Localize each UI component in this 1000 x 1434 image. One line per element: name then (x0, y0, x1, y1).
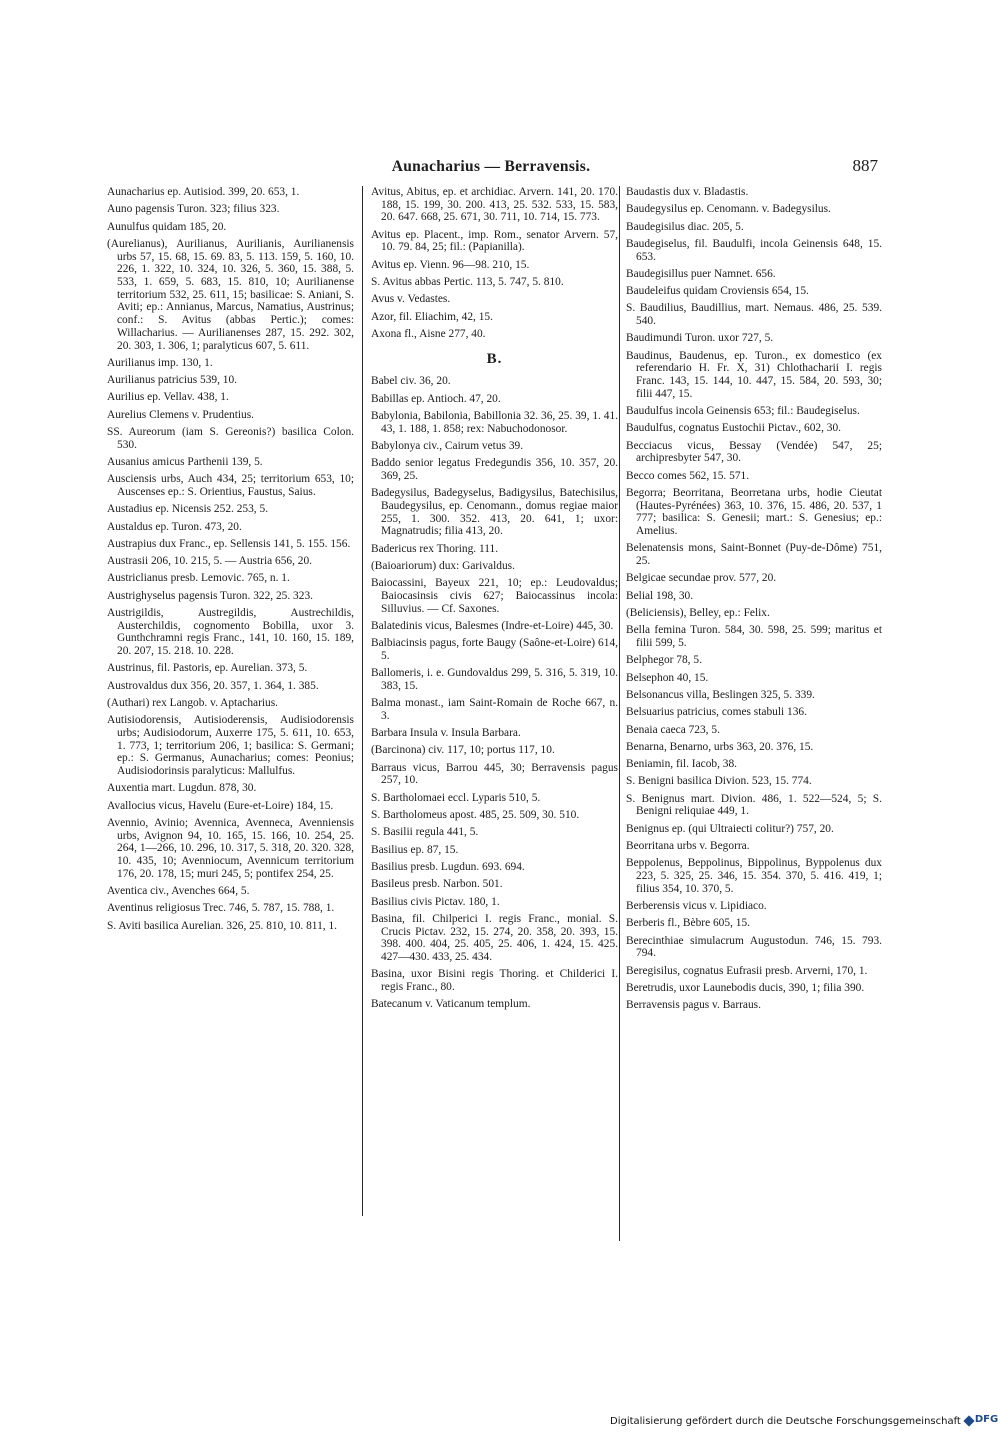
index-entry: Aurelius Clemens v. Prudentius. (107, 408, 255, 421)
index-entry: Austrigildis, Austregildis, Austrechildis, Austerchildis, cognomento Bobilla, uxor 3. Gunthchramni regis Franc., 141, 10. 160, 15. 189, 20. 207, 15. 218. 10. 228. (107, 607, 354, 658)
index-entry: S. Avitus abbas Pertic. 113, 5. 747, 5. 810. (371, 276, 564, 288)
index-entry: Belsephon 40, 15. (626, 671, 709, 684)
dfg-logo-icon (965, 1414, 999, 1428)
index-entry: Baudegysilus ep. Cenomann. v. Badegysilus. (626, 203, 831, 216)
index-entry: Benignus ep. (qui Ultraiecti colitur?) 757, 20. (626, 822, 834, 835)
dfg-logo-text: DFG (974, 1414, 999, 1425)
index-entry: (Beliciensis), Belley, ep.: Felix. (626, 607, 770, 620)
index-entry: Babel civ. 36, 20. (371, 375, 451, 388)
index-entry: Barraus vicus, Barrou 445, 30; Berravensis pagus 257, 10. (371, 761, 618, 787)
index-entry: Balbiacinsis pagus, forte Baugy (Saône-et-Loire) 614, 5. (371, 637, 618, 662)
section-letter: B. (486, 350, 503, 367)
index-entry: Balatedinis vicus, Balesmes (Indre-et-Loire) 445, 30. (371, 619, 614, 632)
index-entry: Azor, fil. Eliachim, 42, 15. (371, 310, 493, 323)
index-entry: Ballomeris, i. e. Gundovaldus 299, 5. 316, 5. 319, 10. 383, 15. (371, 667, 618, 692)
index-entry: Badegysilus, Badegyselus, Badigysilus, Batechisilus, Baudegysilus, ep. Cenomann., domus regiae maior 255, 1. 300. 352. 413, 20. 641, 1; uxor: Magnatrudis; filia 413, 20. (371, 487, 618, 538)
index-entry: Avallocius vicus, Havelu (Eure-et-Loire) 184, 15. (107, 799, 334, 812)
index-entry: Berberis fl., Bèbre 605, 15. (626, 917, 751, 930)
index-entry: S. Baudilius, Baudillius, mart. Nemaus. 486, 25. 539. 540. (626, 302, 882, 328)
index-entry: Austrinus, fil. Pastoris, ep. Aurelian. 373, 5. (107, 662, 308, 675)
index-entry: Belgicae secundae prov. 577, 20. (626, 572, 777, 585)
index-entry: Benaia caeca 723, 5. (626, 723, 720, 736)
index-entry: Basina, fil. Chilperici I. regis Franc., monial. S. Crucis Pictav. 232, 15. 274, 20. 358, 20. 393, 15. 398. 400. 404, 25. 405, 25. 406, 1. 424, 15. 425. 427—430. 433, 25. 434. (371, 912, 618, 963)
index-entry: Aurilianus imp. 130, 1. (107, 356, 213, 369)
index-entry: Baudeleifus quidam Croviensis 654, 15. (626, 285, 809, 298)
index-columns (107, 186, 882, 1236)
index-entry: (Aurelianus), Aurilianus, Aurilianis, Aurilianensis urbs 57, 15. 68, 15. 69. 83, 5. 113. 159, 5. 160, 10. 226, 1. 322, 10. 324, 10. 326, 5. 360, 15. 388, 5. 533, 1. 659, 5. 683, 15. 810, 10; Aurilianense territorium 532, 25. 611, 15; basilicae: S. Aniani, S. Aviti; ep.: Annianus, Marcus, Namatius, Austrinus; conf.: S. Avitus (abbas Pertic.); comes: Willacharius. — Aurilianenses 287, 15. 292. 302, 20. 303, 1. 306, 1; paralyticus 607, 5. 611. (107, 237, 354, 352)
index-entry: Basilius ep. 87, 15. (371, 843, 459, 856)
index-entry: Berravensis pagus v. Barraus. (626, 999, 761, 1012)
index-entry: Basina, uxor Bisini regis Thoring. et Childerici I. regis Franc., 80. (371, 968, 618, 993)
index-entry: Batecanum v. Vaticanum templum. (371, 998, 531, 1011)
index-entry: Baudimundi Turon. uxor 727, 5. (626, 332, 774, 345)
index-entry: Austrovaldus dux 356, 20. 357, 1. 364, 1. 385. (107, 679, 319, 692)
index-entry: Becco comes 562, 15. 571. (626, 469, 750, 482)
index-entry: Ausanius amicus Parthenii 139, 5. (107, 456, 263, 468)
index-entry: Berberensis vicus v. Lipidiaco. (626, 900, 767, 913)
index-entry: Benarna, Benarno, urbs 363, 20. 376, 15. (626, 740, 814, 753)
index-entry: S. Benignus mart. Divion. 486, 1. 522—524, 5; S. Benigni reliquiae 449, 1. (626, 792, 882, 818)
index-entry: Belsuarius patricius, comes stabuli 136. (626, 706, 807, 719)
index-entry: Baudegiselus, fil. Baudulfi, incola Geinensis 648, 15. 653. (626, 237, 882, 263)
page-number: 887 (852, 156, 878, 175)
index-entry: Begorra; Beorritana, Beorretana urbs, hodie Cieutat (Hautes-Pyrénées) 363, 10. 376, 15. 486, 20. 537, 1 777; basilica: S. Genesii; mart.: S. Genesius; ep.: Amelius. (626, 487, 882, 538)
digitization-credit (610, 1414, 999, 1428)
index-entry: Beniamin, fil. Iacob, 38. (626, 758, 738, 771)
index-entry: Belenatensis mons, Saint-Bonnet (Puy-de-Dôme) 751, 25. (626, 542, 882, 568)
index-entry: Becciacus vicus, Bessay (Vendée) 547, 25; archipresbyter 547, 30. (626, 439, 882, 465)
index-entry: S. Aviti basilica Aurelian. 326, 25. 810, 10. 811, 1. (107, 919, 338, 932)
index-entry: Aventinus religiosus Trec. 746, 5. 787, 15. 788, 1. (107, 902, 335, 915)
index-entry: Balma monast., iam Saint-Romain de Roche 667, n. 3. (371, 697, 618, 722)
index-entry: Berecinthiae simulacrum Augustodun. 746, 15. 793. 794. (626, 934, 882, 960)
page-header (100, 158, 882, 180)
column-divider (619, 186, 620, 1241)
index-entry: Avennio, Avinio; Avennica, Avenneca, Avenniensis urbs, Avignon 94, 10. 165, 15. 166, 10. 254, 25. 264, 1—266, 10. 296, 10. 317, 5. 318, 20. 320. 328, 10. 435, 10; Avenniocum, Avennicum territorium 176, 20. 178, 15; muri 245, 5; pontifex 254, 25. (107, 817, 354, 880)
index-entry: Belphegor 78, 5. (626, 654, 702, 667)
index-entry: Babylonya civ., Cairum vetus 39. (371, 439, 524, 452)
index-entry: Babylonia, Babilonia, Babillonia 32. 36, 25. 39, 1. 41. 43, 1. 188, 1. 858; rex: Nabuchodonosor. (371, 409, 618, 435)
index-entry: Babillas ep. Antioch. 47, 20. (371, 392, 501, 405)
index-entry: Basilius presb. Lugdun. 693. 694. (371, 860, 525, 873)
index-entry: Austrapius dux Franc., ep. Sellensis 141, 5. 155. 156. (107, 537, 351, 550)
index-entry: Baudegisillus puer Namnet. 656. (626, 267, 776, 280)
index-entry: Aurilius ep. Vellav. 438, 1. (107, 391, 229, 404)
index-entry: Avitus ep. Placent., imp. Rom., senator Arvern. 57, 10. 79. 84, 25; fil.: (Papianilla). (371, 228, 618, 254)
index-entry: Bella femina Turon. 584, 30. 598, 25. 599; maritus et filii 599, 5. (626, 624, 882, 650)
index-entry: S. Basilii regula 441, 5. (371, 826, 479, 839)
index-entry: Avitus, Abitus, ep. et archidiac. Arvern. 141, 20. 170. 188, 15. 199, 30. 200. 413, 25. 532. 533, 15. 583, 20. 647. 668, 25. 671, 30. 711, 10. 714, 15. 773. (371, 186, 618, 224)
index-column-1 (107, 186, 354, 1236)
index-entry: Avus v. Vedastes. (371, 293, 451, 306)
index-entry: (Baioariorum) dux: Garivaldus. (371, 559, 515, 572)
index-entry: Basilius civis Pictav. 180, 1. (371, 895, 500, 908)
index-entry: Austaldus ep. Turon. 473, 20. (107, 520, 242, 533)
index-entry: Belial 198, 30. (626, 589, 694, 602)
index-entry: Aurilianus patricius 539, 10. (107, 374, 238, 387)
index-entry: Beorritana urbs v. Begorra. (626, 840, 750, 853)
index-column-3 (626, 186, 882, 1236)
index-entry: Baudinus, Baudenus, ep. Turon., ex domestico (ex referendario H. Fr. X, 31) Chlothacharii I. regis Franc. 143, 15. 144, 10. 447, 15. 584, 20. 593, 30; filii 447, 15. (626, 349, 882, 400)
index-entry: Aunulfus quidam 185, 20. (107, 220, 227, 233)
index-entry: Baiocassini, Bayeux 221, 10; ep.: Leudovaldus; Baiocasinsis civis 627; Baiocassinus incola: Silluvius. — Cf. Saxones. (371, 577, 618, 615)
index-entry: Austriclianus presb. Lemovic. 765, n. 1. (107, 572, 290, 585)
index-entry: SS. Aureorum (iam S. Gereonis?) basilica Colon. 530. (107, 426, 354, 451)
index-entry: (Authari) rex Langob. v. Aptacharius. (107, 697, 279, 710)
index-entry: Auno pagensis Turon. 323; filius 323. (107, 203, 280, 216)
index-entry: S. Bartholomeus apost. 485, 25. 509, 30. 510. (371, 809, 580, 822)
index-entry: S. Benigni basilica Divion. 523, 15. 774. (626, 775, 812, 788)
column-divider (362, 186, 363, 1216)
index-entry: Baudegisilus diac. 205, 5. (626, 220, 744, 233)
index-entry: Basileus presb. Narbon. 501. (371, 878, 503, 891)
index-entry: Beppolenus, Beppolinus, Bippolinus, Byppolenus dux 223, 5. 325, 25. 346, 15. 354. 370, 5. 416. 419, 1; filius 354, 10. 370, 5. (626, 857, 882, 895)
index-entry: Belsonancus villa, Beslingen 325, 5. 339. (626, 688, 815, 701)
running-title: Aunacharius — Berravensis. (391, 158, 591, 175)
index-column-2 (371, 186, 618, 1236)
index-entry: Baudulfus, cognatus Eustochii Pictav., 602, 30. (626, 422, 842, 435)
index-entry: Badericus rex Thoring. 111. (371, 542, 499, 555)
index-entry: (Barcinona) civ. 117, 10; portus 117, 10. (371, 744, 555, 757)
index-entry: Aunacharius ep. Autisiod. 399, 20. 653, 1. (107, 186, 300, 198)
index-entry: Barbara Insula v. Insula Barbara. (371, 727, 521, 740)
index-entry: Axona fl., Aisne 277, 40. (371, 327, 486, 340)
index-entry: Ausciensis urbs, Auch 434, 25; territorium 653, 10; Auscenses ep.: S. Orientius, Faustus, Saius. (107, 473, 354, 498)
index-entry: Austadius ep. Nicensis 252. 253, 5. (107, 503, 269, 516)
index-entry: Beretrudis, uxor Launebodis ducis, 390, 1; filia 390. (626, 981, 865, 994)
index-entry: Aventica civ., Avenches 664, 5. (107, 885, 250, 898)
index-entry: Avitus ep. Vienn. 96—98. 210, 15. (371, 258, 530, 271)
index-entry: Autisiodorensis, Autisioderensis, Audisiodorensis urbs; Audisiodorum, Auxerre 175, 5. 611, 10. 653, 1. 773, 1; territorium 206, 1; basilica: S. Germani; ep.: S. Germanus, Aunacharius; comes: Peonius; Audisiodorinsis paralyticus: Mallulfus. (107, 714, 354, 778)
index-entry: Beregisilus, cognatus Eufrasii presb. Arverni, 170, 1. (626, 964, 868, 977)
index-entry: Baudastis dux v. Bladastis. (626, 186, 749, 198)
index-entry: Austrasii 206, 10. 215, 5. — Austria 656, 20. (107, 555, 313, 568)
credit-text: Digitalisierung gefördert durch die Deutsche Forschungsgemeinschaft (610, 1415, 961, 1427)
index-entry: Baudulfus incola Geinensis 653; fil.: Baudegiselus. (626, 405, 860, 418)
index-entry: S. Bartholomaei eccl. Lyparis 510, 5. (371, 791, 541, 804)
index-entry: Auxentia mart. Lugdun. 878, 30. (107, 782, 257, 795)
index-entry: Baddo senior legatus Fredegundis 356, 10. 357, 20. 369, 25. (371, 457, 618, 482)
index-entry: Austrighyselus pagensis Turon. 322, 25. 323. (107, 589, 313, 602)
